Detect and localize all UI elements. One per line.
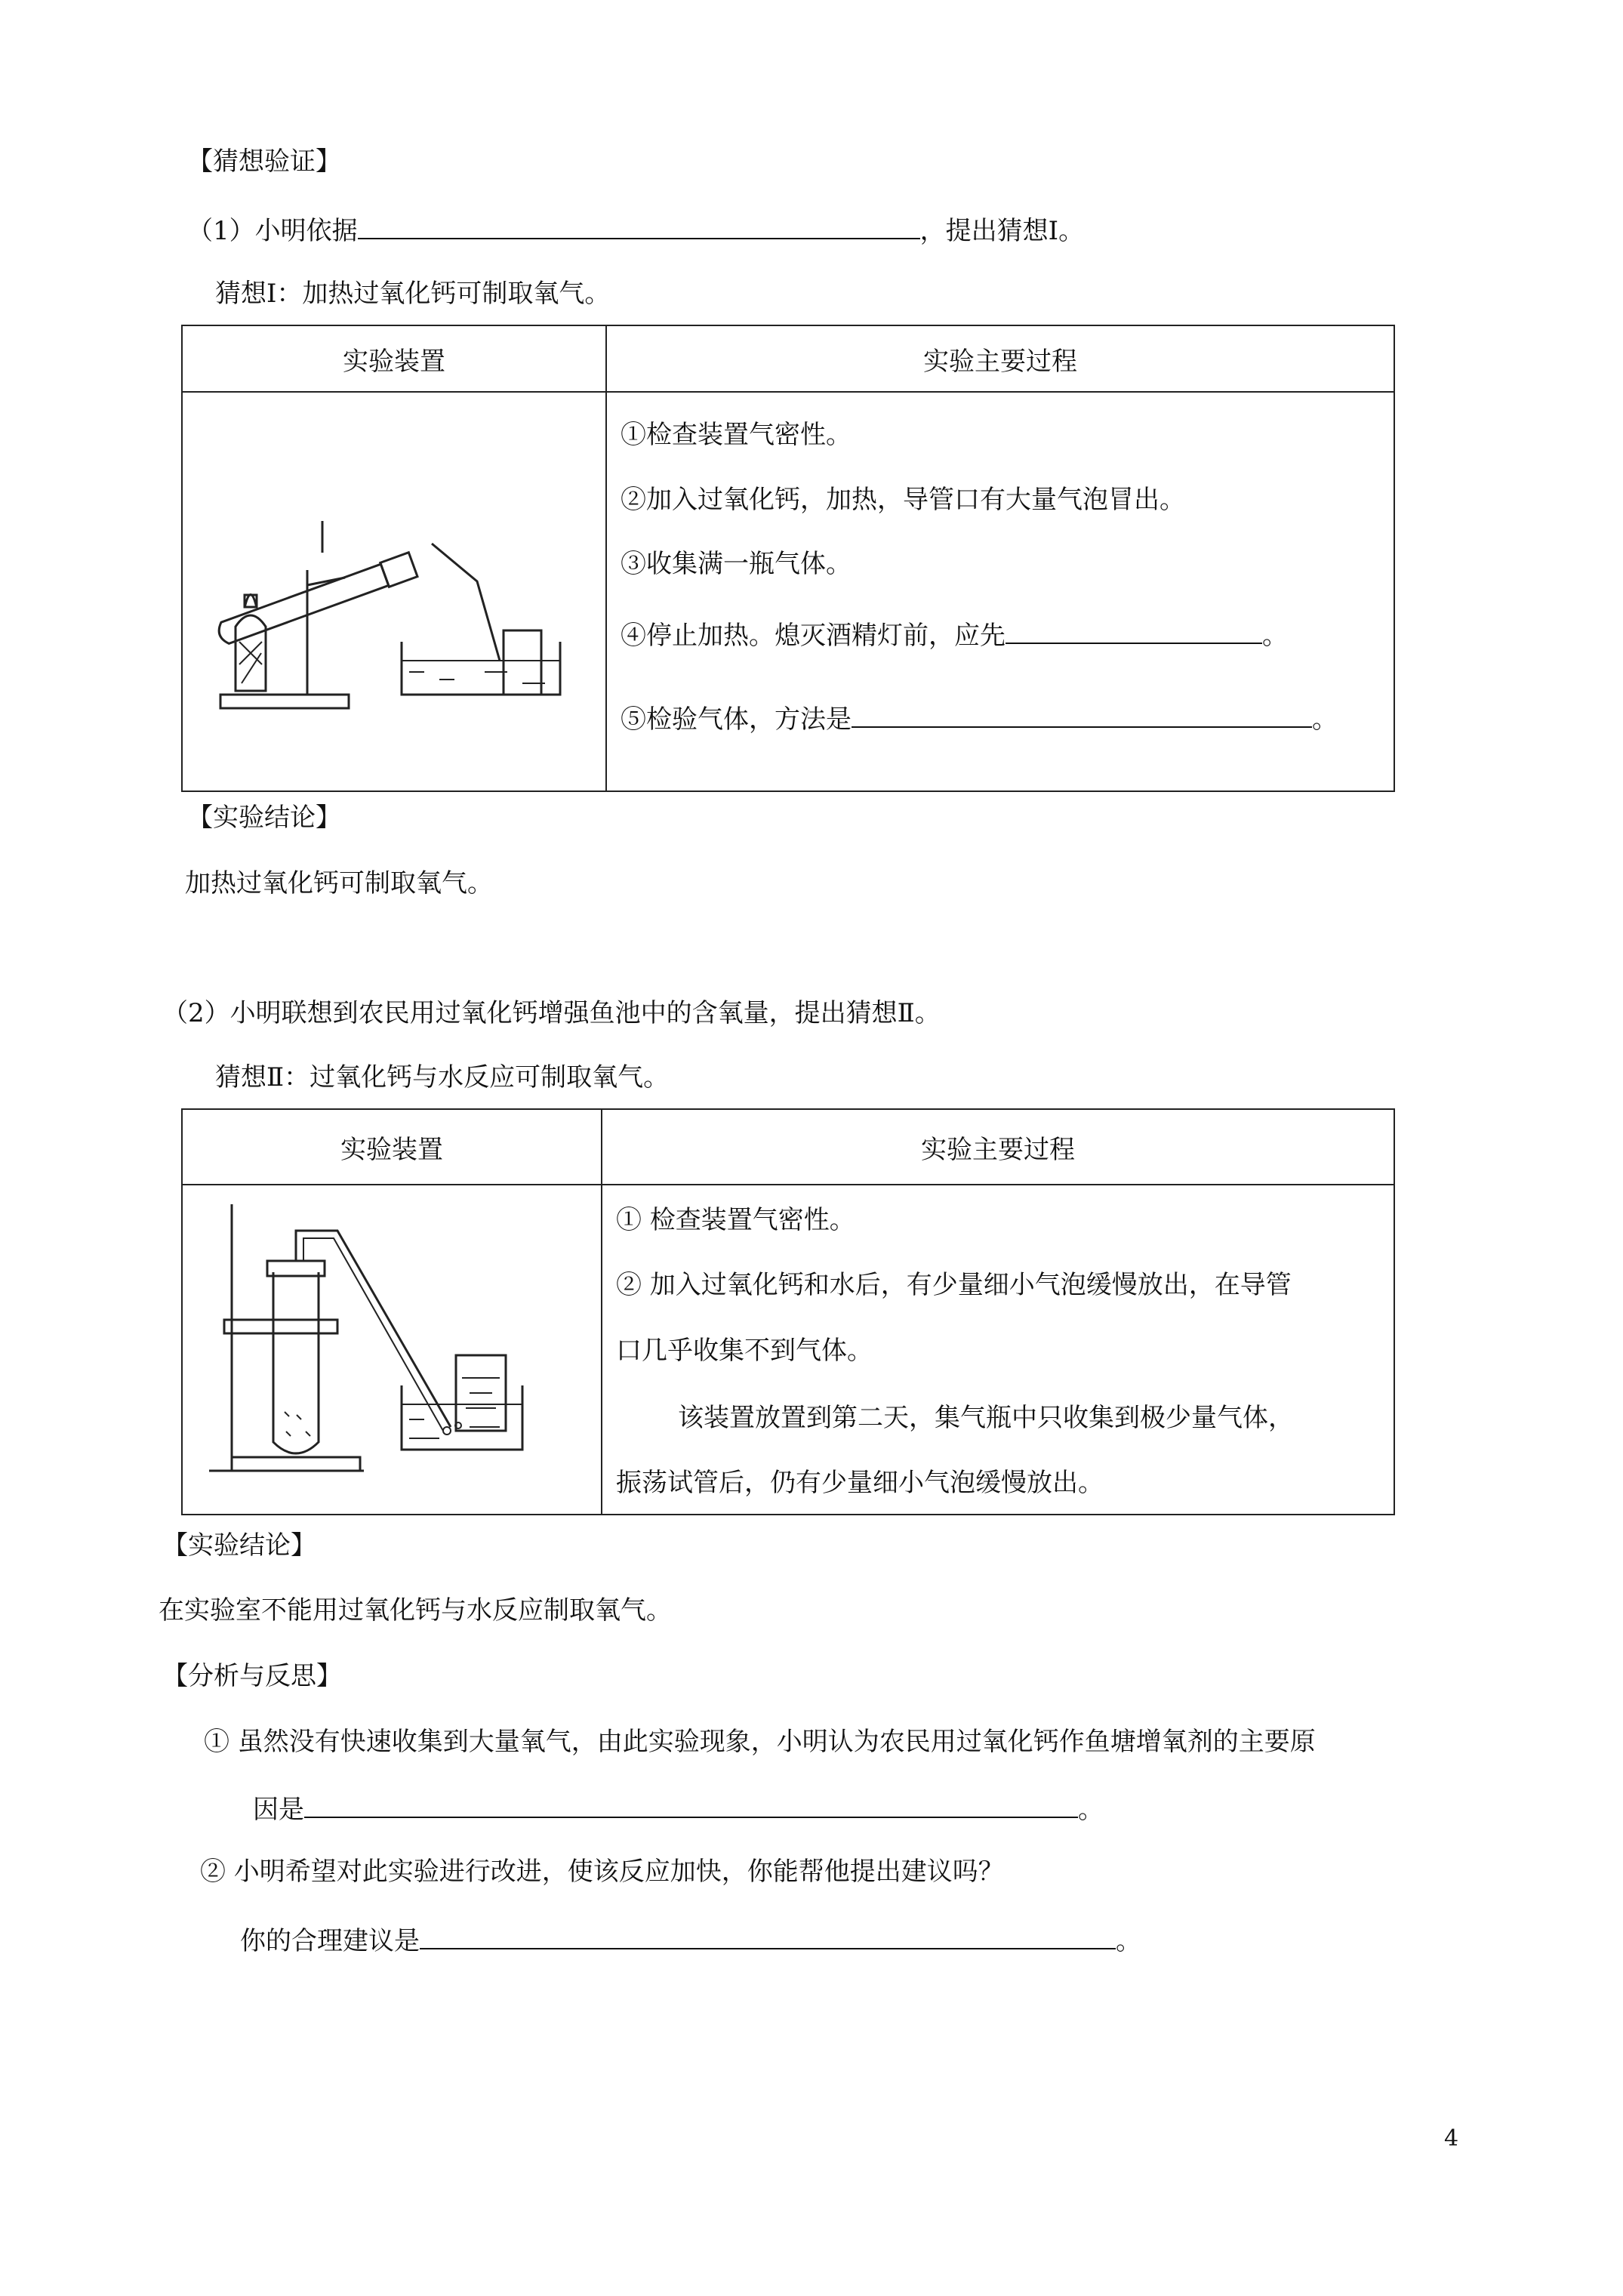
- table1-steps-cell: [606, 392, 1394, 791]
- experiment-table-1: [181, 325, 1395, 792]
- analysis-item-1-line-1: ① 虽然没有快速收集到大量氧气，由此实验现象，小明认为农民用过氧化钙作鱼塘增氧剂的主要原: [204, 1727, 1316, 1757]
- water-trough: [402, 642, 560, 695]
- water-reaction-apparatus-diagram: [183, 1185, 601, 1507]
- table1-step-1: ①检查装置气密性。: [621, 420, 852, 450]
- hypothesis-1: 猜想Ⅰ：加热过氧化钙可制取氧气。: [215, 279, 611, 309]
- heating-apparatus-diagram: [183, 393, 605, 784]
- table1-step-4: [621, 615, 1288, 652]
- answer-blank-gas-test[interactable]: [852, 704, 1312, 728]
- question-1-suffix: ，提出猜想Ⅰ。: [919, 216, 1085, 246]
- conclusion-2-heading: 【实验结论】: [162, 1530, 316, 1561]
- question-1-prefix: （1）小明依据: [187, 216, 358, 246]
- table1-step-2: ②加入过氧化钙，加热，导管口有大量气泡冒出。: [621, 485, 1185, 515]
- table1-step-5: [621, 698, 1338, 735]
- stand-base: [220, 695, 349, 708]
- step5-suffix: 。: [1312, 704, 1338, 735]
- table2-step-1: ① 检查装置气密性。: [616, 1205, 855, 1235]
- table2-steps-cell: [602, 1185, 1394, 1515]
- water-trough: [402, 1385, 522, 1450]
- experiment-table-2: [181, 1108, 1395, 1515]
- table1-apparatus-cell: [182, 392, 606, 791]
- table1-step-3: ③收集满一瓶气体。: [621, 549, 852, 579]
- stopper: [267, 1261, 325, 1276]
- table2-header-apparatus: 实验装置: [182, 1109, 602, 1185]
- lamp-flame: [245, 595, 257, 609]
- clamp: [224, 1320, 337, 1333]
- table2-step-3-line-2: 振荡试管后，仍有少量细小气泡缓慢放出。: [616, 1468, 1104, 1498]
- question-2: （2）小明联想到农民用过氧化钙增强鱼池中的含氧量，提出猜想Ⅱ。: [162, 998, 941, 1028]
- answer-blank-before-extinguish[interactable]: [1006, 620, 1262, 644]
- table2-step-3-line-1: 该装置放置到第二天，集气瓶中只收集到极少量气体，: [678, 1403, 1294, 1433]
- table2-step-2-line-1: ② 加入过氧化钙和水后，有少量细小气泡缓慢放出，在导管: [616, 1270, 1292, 1300]
- item2-prefix: 你的合理建议是: [240, 1926, 420, 1956]
- table2-header-process: 实验主要过程: [602, 1109, 1394, 1185]
- answer-blank-main-reason[interactable]: [304, 1794, 1078, 1818]
- step4-suffix: 。: [1262, 621, 1288, 651]
- table1-header-process: 实验主要过程: [606, 325, 1394, 392]
- table2-apparatus-cell: [182, 1185, 602, 1515]
- item1-suffix: 。: [1078, 1795, 1104, 1825]
- guess-verification-heading: 【猜想验证】: [187, 146, 341, 177]
- answer-blank-basis[interactable]: [358, 215, 920, 239]
- conclusion-1-heading: 【实验结论】: [187, 803, 341, 833]
- gas-jar: [504, 630, 541, 695]
- analysis-heading: 【分析与反思】: [162, 1661, 342, 1691]
- item1-prefix: 因是: [253, 1795, 304, 1825]
- hypothesis-2: 猜想Ⅱ：过氧化钙与水反应可制取氧气。: [215, 1062, 670, 1093]
- conclusion-2-text: 在实验室不能用过氧化钙与水反应制取氧气。: [159, 1595, 672, 1626]
- analysis-item-1-line-2: [253, 1794, 1104, 1823]
- step4-prefix: ④停止加热。熄灭酒精灯前，应先: [621, 621, 1006, 651]
- delivery-tube: [432, 544, 500, 661]
- analysis-item-2-answer: [240, 1925, 1141, 1954]
- step5-prefix: ⑤检验气体，方法是: [621, 704, 852, 735]
- stand-base: [232, 1457, 360, 1471]
- test-tube: [273, 1272, 319, 1453]
- question-1: [187, 215, 1084, 244]
- answer-blank-suggestion[interactable]: [420, 1925, 1116, 1949]
- item2-suffix: 。: [1116, 1926, 1141, 1956]
- analysis-item-2: ② 小明希望对此实验进行改进，使该反应加快，你能帮他提出建议吗？: [200, 1857, 1004, 1887]
- conclusion-1-text: 加热过氧化钙可制取氧气。: [185, 868, 493, 898]
- table2-step-2-line-2: 口几乎收集不到气体。: [616, 1336, 873, 1366]
- table1-header-apparatus: 实验装置: [182, 325, 606, 392]
- page-number: 4: [1444, 2125, 1459, 2152]
